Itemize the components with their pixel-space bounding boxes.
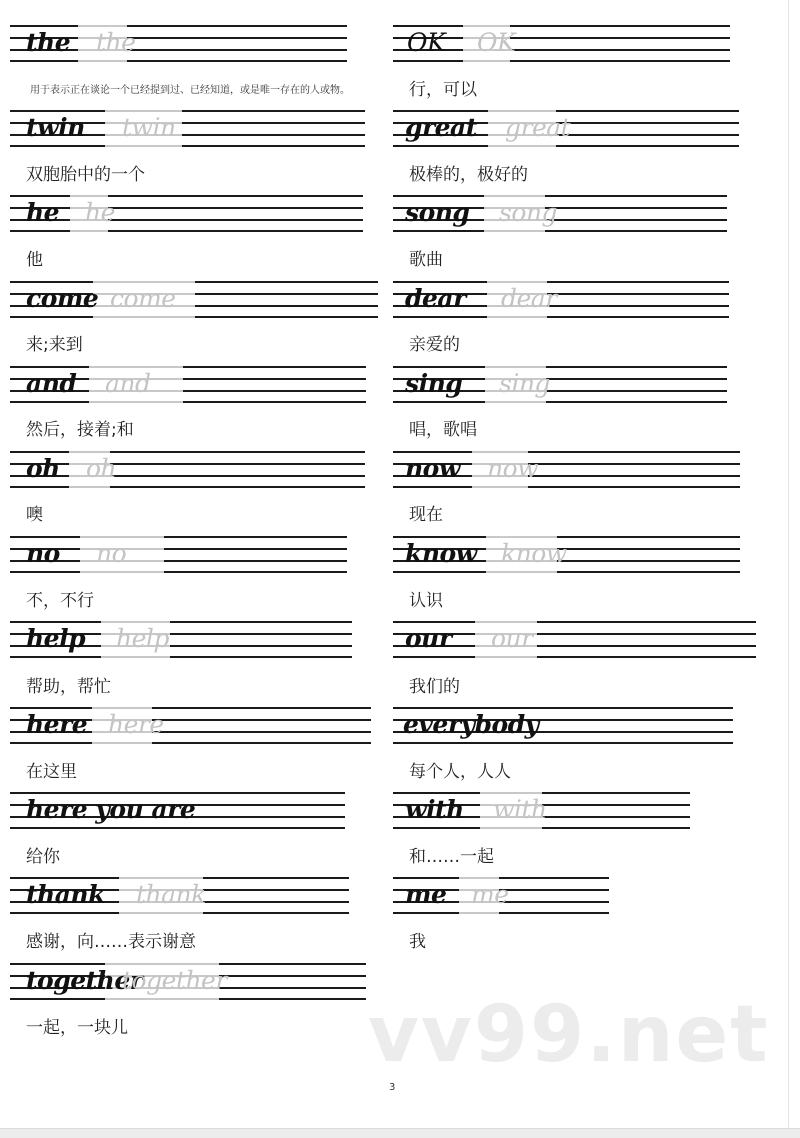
vocab-word: song — [405, 198, 470, 227]
vocab-word: and — [26, 369, 77, 398]
writing-lines-practice — [127, 25, 347, 63]
writing-lines-practice — [499, 877, 609, 915]
writing-lines-practice — [556, 110, 739, 148]
trace-word: sing — [499, 369, 550, 398]
trace-word: together — [122, 966, 227, 995]
writing-lines-practice — [547, 281, 729, 319]
vocab-word: thank — [26, 880, 105, 909]
writing-lines-practice — [195, 281, 378, 319]
translation: 极棒的，极好的 — [409, 165, 528, 185]
translation: 用于表示正在谈论一个已经提到过、已经知道，或是唯一存在的人或物。 — [30, 85, 350, 96]
writing-lines-practice — [203, 877, 349, 915]
translation: 他 — [26, 250, 43, 270]
trace-word: great — [505, 113, 571, 142]
vocab-word: here you are — [26, 795, 196, 824]
translation: 唱，歌唱 — [409, 420, 477, 440]
writing-lines-practice — [152, 707, 371, 745]
translation: 认识 — [409, 591, 443, 611]
vocab-word: everybody — [403, 710, 539, 739]
vocab-word: great — [405, 113, 477, 142]
translation: 歌曲 — [409, 250, 443, 270]
vocab-word: now — [405, 454, 460, 483]
vocab-word: come — [26, 284, 99, 313]
trace-word: and — [105, 369, 151, 398]
page-edge — [788, 0, 789, 1128]
translation: 现在 — [409, 505, 443, 525]
writing-lines-practice — [182, 110, 365, 148]
trace-word: twin — [122, 113, 176, 142]
vocab-word: twin — [26, 113, 85, 142]
writing-lines-practice — [528, 451, 740, 489]
translation: 噢 — [26, 505, 43, 525]
vocab-word: with — [405, 795, 464, 824]
translation: 帮助，帮忙 — [26, 677, 111, 697]
vocab-word: our — [405, 624, 452, 653]
writing-lines-practice — [108, 195, 363, 233]
writing-lines-practice — [542, 792, 690, 830]
writing-lines-practice — [537, 621, 756, 659]
translation: 每个人，人人 — [409, 762, 511, 782]
vocab-word: the — [26, 28, 71, 57]
translation: 来;来到 — [26, 335, 83, 355]
translation: 和……一起 — [409, 847, 494, 867]
writing-lines-practice — [110, 451, 365, 489]
trace-word: come — [110, 284, 176, 313]
trace-word: know — [501, 539, 567, 568]
trace-word: song — [499, 198, 557, 227]
translation: 亲爱的 — [409, 335, 460, 355]
translation: 给你 — [26, 847, 60, 867]
trace-word: now — [487, 454, 539, 483]
writing-lines-practice — [546, 366, 727, 404]
vocab-word: dear — [405, 284, 466, 313]
translation: 我 — [409, 932, 426, 952]
vocab-word: here — [26, 710, 88, 739]
trace-word: me — [471, 880, 509, 909]
writing-lines-practice — [557, 536, 740, 574]
vocab-word: OK — [407, 28, 446, 57]
trace-word: here — [108, 710, 164, 739]
vocab-word: help — [26, 624, 86, 653]
trace-word: OK — [477, 28, 516, 57]
vocab-word: together — [26, 966, 143, 995]
translation: 行，可以 — [409, 80, 477, 100]
writing-lines-practice — [183, 366, 366, 404]
translation: 在这里 — [26, 762, 77, 782]
translation: 一起，一块儿 — [26, 1018, 128, 1038]
translation: 不，不行 — [26, 591, 94, 611]
trace-word: no — [96, 539, 127, 568]
trace-word: dear — [501, 284, 557, 313]
writing-lines-practice — [170, 621, 352, 659]
writing-lines-practice — [510, 25, 730, 63]
watermark: vv99.net — [368, 990, 770, 1080]
writing-lines-practice — [219, 963, 366, 1001]
vocab-word: he — [26, 198, 60, 227]
translation: 双胞胎中的一个 — [26, 165, 145, 185]
trace-word: help — [116, 624, 169, 653]
vocab-word: no — [26, 539, 60, 568]
vocab-word: me — [405, 880, 447, 909]
trace-word: thank — [136, 880, 206, 909]
trace-word: oh — [86, 454, 117, 483]
translation: 感谢，向……表示谢意 — [26, 932, 196, 952]
writing-lines-practice — [545, 195, 727, 233]
vocab-word: know — [405, 539, 477, 568]
vocab-word: oh — [26, 454, 60, 483]
trace-word: our — [491, 624, 533, 653]
translation: 然后，接着;和 — [26, 420, 134, 440]
trace-word: the — [96, 28, 136, 57]
vocab-word: sing — [405, 369, 463, 398]
page-number: 3 — [389, 1082, 396, 1093]
translation: 我们的 — [409, 677, 460, 697]
trace-word: with — [493, 795, 547, 824]
writing-lines-practice — [164, 536, 347, 574]
trace-word: he — [85, 198, 115, 227]
